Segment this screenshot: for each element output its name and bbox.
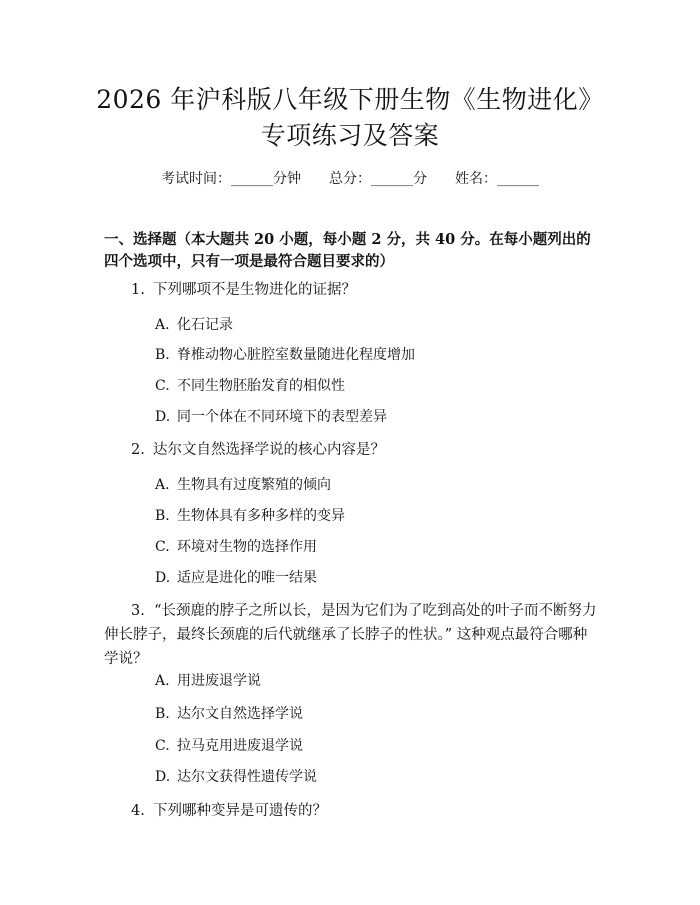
- question-number: 1.: [131, 282, 145, 298]
- option-1b: B. 脊椎动物心脏腔室数量随进化程度增加: [155, 347, 415, 363]
- option-2c: C. 环境对生物的选择作用: [155, 539, 317, 555]
- option-2d: D. 适应是进化的唯一结果: [155, 570, 317, 586]
- option-2a: A. 生物具有过度繁殖的倾向: [155, 477, 331, 493]
- question-1: [131, 278, 356, 302]
- name-field: 姓名：______: [455, 171, 539, 187]
- exam-info-line: [0, 168, 700, 188]
- question-text: 下列哪种变异是可遗传的？: [153, 803, 327, 819]
- option-2b: B. 生物体具有多种多样的变异: [155, 508, 345, 524]
- question-number: 3.: [131, 603, 145, 619]
- option-3b: B. 达尔文自然选择学说: [155, 706, 303, 722]
- option-3c: C. 拉马克用进废退学说: [155, 738, 303, 754]
- option-3d: D. 达尔文获得性遗传学说: [155, 769, 317, 785]
- option-1a: A. 化石记录: [155, 317, 233, 333]
- question-text: 下列哪项不是生物进化的证据？: [153, 282, 356, 298]
- option-1d: D. 同一个体在不同环境下的表型差异: [155, 409, 387, 425]
- page-title-line2: 专项练习及答案: [260, 121, 440, 150]
- page-title-line1: 2026 年沪科版八年级下册生物《生物进化》: [96, 85, 604, 114]
- question-4: [131, 799, 327, 823]
- question-text: 达尔文自然选择学说的核心内容是？: [153, 442, 385, 458]
- question-text: “长颈鹿的脖子之所以长，是因为它们为了吃到高处的叶子而不断努力伸长脖子，最终长颈鹿的后代就继承了长脖子的性状。” 这种观点最符合哪种学说？: [104, 603, 597, 667]
- section-heading: 一、选择题（本大题共 20 小题，每小题 2 分，共 40 分。在每小题列出的四个选项中，只有一项是最符合题目要求的）: [104, 231, 591, 270]
- question-number: 2.: [131, 442, 145, 458]
- option-3a: A. 用进废退学说: [155, 673, 261, 689]
- question-2: [131, 438, 385, 462]
- question-3: [104, 599, 598, 671]
- total-score-field: 总分：______分: [329, 171, 427, 187]
- question-number: 4.: [131, 803, 145, 819]
- exam-time-field: 考试时间：______分钟: [161, 171, 301, 187]
- option-1c: C. 不同生物胚胎发育的相似性: [155, 378, 345, 394]
